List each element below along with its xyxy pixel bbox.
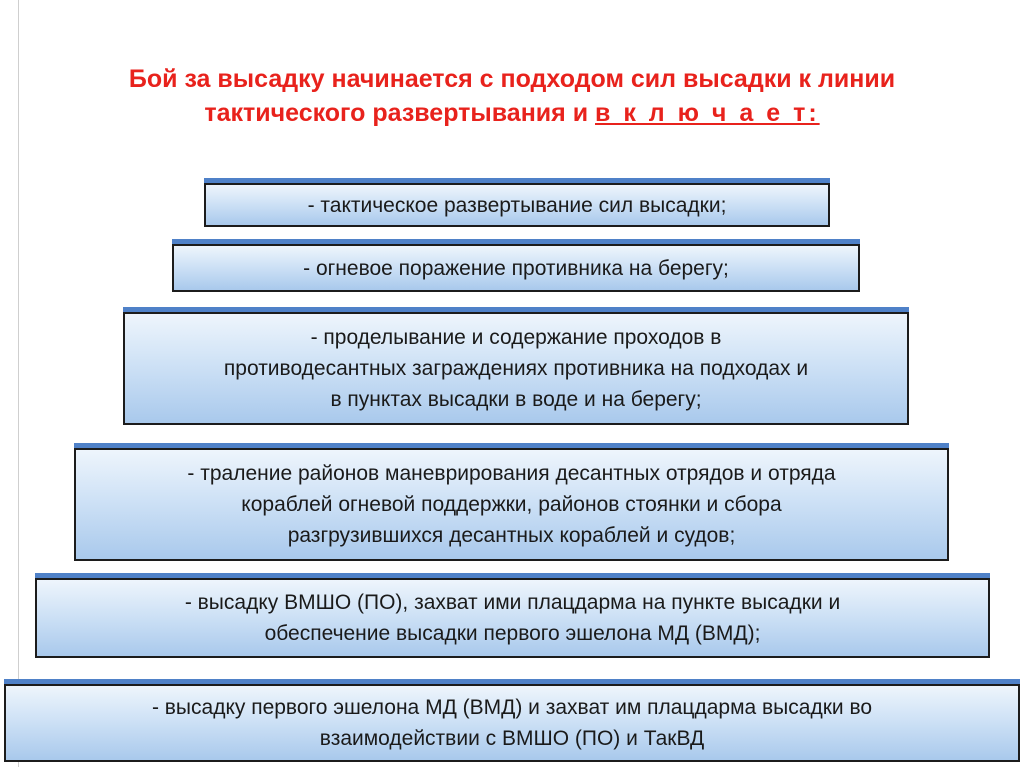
title-line-1: Бой за высадку начинается с подходом сил высадки к линии — [128, 65, 896, 93]
step-4-line-3: разгрузившихся десантных кораблей и судов; — [287, 524, 736, 547]
step-6-box — [4, 684, 1020, 762]
step-3-line-3: в пунктах высадки в воде и на берегу; — [330, 388, 702, 411]
step-4-line-1: - траление районов маневрирования десантных отрядов и отряда — [187, 462, 836, 485]
step-2-line-1: - огневое поражение противника на берегу; — [303, 256, 729, 280]
title-line-2 — [20, 96, 1004, 130]
step-5-box — [35, 578, 990, 658]
step-2-box — [172, 244, 860, 292]
title-line-2-prefix: тактического развертывания и — [204, 99, 589, 127]
step-3-line-1: - проделывание и содержание проходов в — [310, 326, 722, 349]
step-5-line-2: обеспечение высадки первого эшелона МД (ВМД); — [264, 622, 761, 645]
slide-left-rule — [18, 0, 19, 767]
step-6-line-2: взаимодействии с ВМШО (ПО) и ТакВД — [319, 727, 705, 750]
step-4-box — [74, 448, 949, 561]
title-emphasis: в к л ю ч а е т: — [595, 99, 820, 127]
step-6-line-1: - высадку первого эшелона МД (ВМД) и захват им плацдарма высадки во — [151, 696, 873, 719]
step-5-line-1: - высадку ВМШО (ПО), захват ими плацдарма на пункте высадки и — [184, 591, 841, 614]
step-1-box — [204, 183, 830, 227]
step-1-line-1: - тактическое развертывание сил высадки; — [307, 193, 727, 217]
step-3-line-2: противодесантных заграждениях противника на подходах и — [223, 357, 809, 380]
slide-title — [20, 62, 1004, 130]
step-4-line-2: кораблей огневой поддержки, районов стоянки и сбора — [241, 493, 782, 516]
step-3-box — [123, 312, 909, 425]
